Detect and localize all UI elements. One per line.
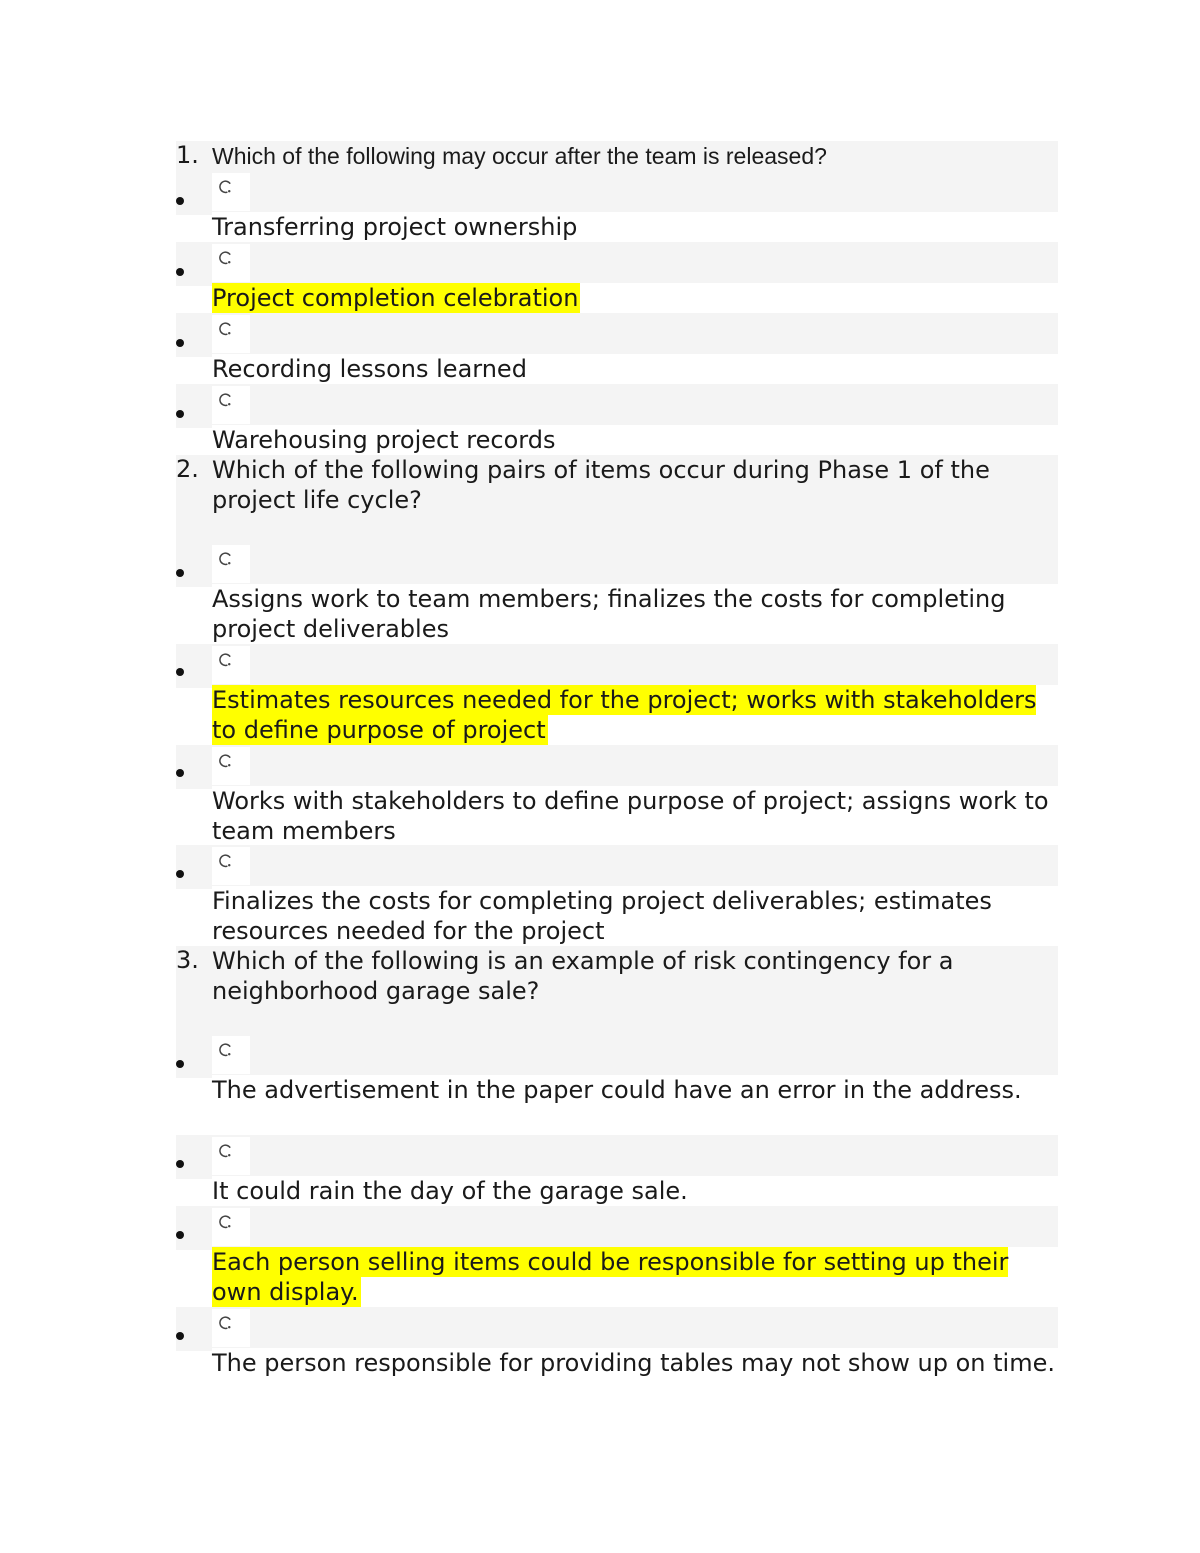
answer-text-highlighted: Each person selling items could be responsible for setting up their own display. (212, 1247, 1058, 1307)
answer-text: Works with stakeholders to define purpose of project; assigns work to team members (212, 786, 1058, 846)
radio-icon (218, 551, 233, 566)
radio-button[interactable] (212, 1309, 250, 1347)
radio-button[interactable] (212, 747, 250, 785)
radio-icon (218, 321, 233, 336)
bullet-icon (176, 1332, 184, 1340)
answer-text: Warehousing project records (212, 425, 1058, 455)
answer-text: It could rain the day of the garage sale. (212, 1176, 1058, 1206)
bullet-icon (176, 339, 184, 347)
answer-option[interactable] (176, 1135, 1058, 1179)
radio-icon (218, 652, 233, 667)
question-3 (176, 946, 1058, 1034)
quiz-page (176, 141, 1058, 1409)
answer-text: Assigns work to team members; finalizes the costs for completing project deliverables (212, 584, 1058, 644)
radio-button[interactable] (212, 173, 250, 211)
radio-icon (218, 1143, 233, 1158)
radio-icon (218, 179, 233, 194)
answer-option[interactable] (176, 171, 1058, 215)
answer-text: The person responsible for providing tables may not show up on time. (212, 1348, 1058, 1378)
answer-option[interactable] (176, 1307, 1058, 1351)
bullet-icon (176, 197, 184, 205)
answer-text-highlighted: Estimates resources needed for the project; works with stakeholders to define purpose of project (212, 685, 1058, 745)
bullet-icon (176, 668, 184, 676)
radio-icon (218, 1315, 233, 1330)
answer-text-highlighted: Project completion celebration (212, 283, 1058, 313)
bullet-icon (176, 769, 184, 777)
radio-button[interactable] (212, 646, 250, 684)
answer-text: Finalizes the costs for completing project deliverables; estimates resources needed for the project (212, 886, 1058, 946)
answer-option[interactable] (176, 1034, 1058, 1078)
answer-text: The advertisement in the paper could have an error in the address. (212, 1075, 1058, 1105)
radio-icon (218, 250, 233, 265)
radio-icon (218, 392, 233, 407)
radio-button[interactable] (212, 1208, 250, 1246)
radio-button[interactable] (212, 847, 250, 885)
radio-button[interactable] (212, 244, 250, 282)
radio-button[interactable] (212, 1036, 250, 1074)
radio-button[interactable] (212, 315, 250, 353)
question-number: 1. (176, 141, 199, 169)
question-number: 2. (176, 455, 199, 483)
bullet-icon (176, 268, 184, 276)
bullet-icon (176, 1060, 184, 1068)
bullet-icon (176, 410, 184, 418)
radio-button[interactable] (212, 386, 250, 424)
radio-icon (218, 753, 233, 768)
radio-button[interactable] (212, 1137, 250, 1175)
answer-option[interactable] (176, 745, 1058, 789)
question-text: Which of the following is an example of risk contingency for a neighborhood garage sale? (212, 947, 954, 1005)
bullet-icon (176, 1231, 184, 1239)
answer-option[interactable] (176, 313, 1058, 357)
radio-icon (218, 853, 233, 868)
bullet-icon (176, 870, 184, 878)
question-2 (176, 455, 1058, 543)
question-text: Which of the following pairs of items occur during Phase 1 of the project life cycle? (212, 456, 990, 514)
answer-option[interactable] (176, 384, 1058, 428)
question-1 (176, 141, 1058, 173)
answer-text: Transferring project ownership (212, 212, 1058, 242)
answer-text: Recording lessons learned (212, 354, 1058, 384)
answer-option[interactable] (176, 845, 1058, 889)
bullet-icon (176, 569, 184, 577)
answer-option[interactable] (176, 644, 1058, 688)
question-text: Which of the following may occur after the team is released? (212, 143, 827, 169)
answer-option[interactable] (176, 1206, 1058, 1250)
answer-option[interactable] (176, 543, 1058, 587)
radio-icon (218, 1214, 233, 1229)
radio-button[interactable] (212, 545, 250, 583)
bullet-icon (176, 1160, 184, 1168)
answer-option[interactable] (176, 242, 1058, 286)
radio-icon (218, 1042, 233, 1057)
question-number: 3. (176, 946, 199, 974)
